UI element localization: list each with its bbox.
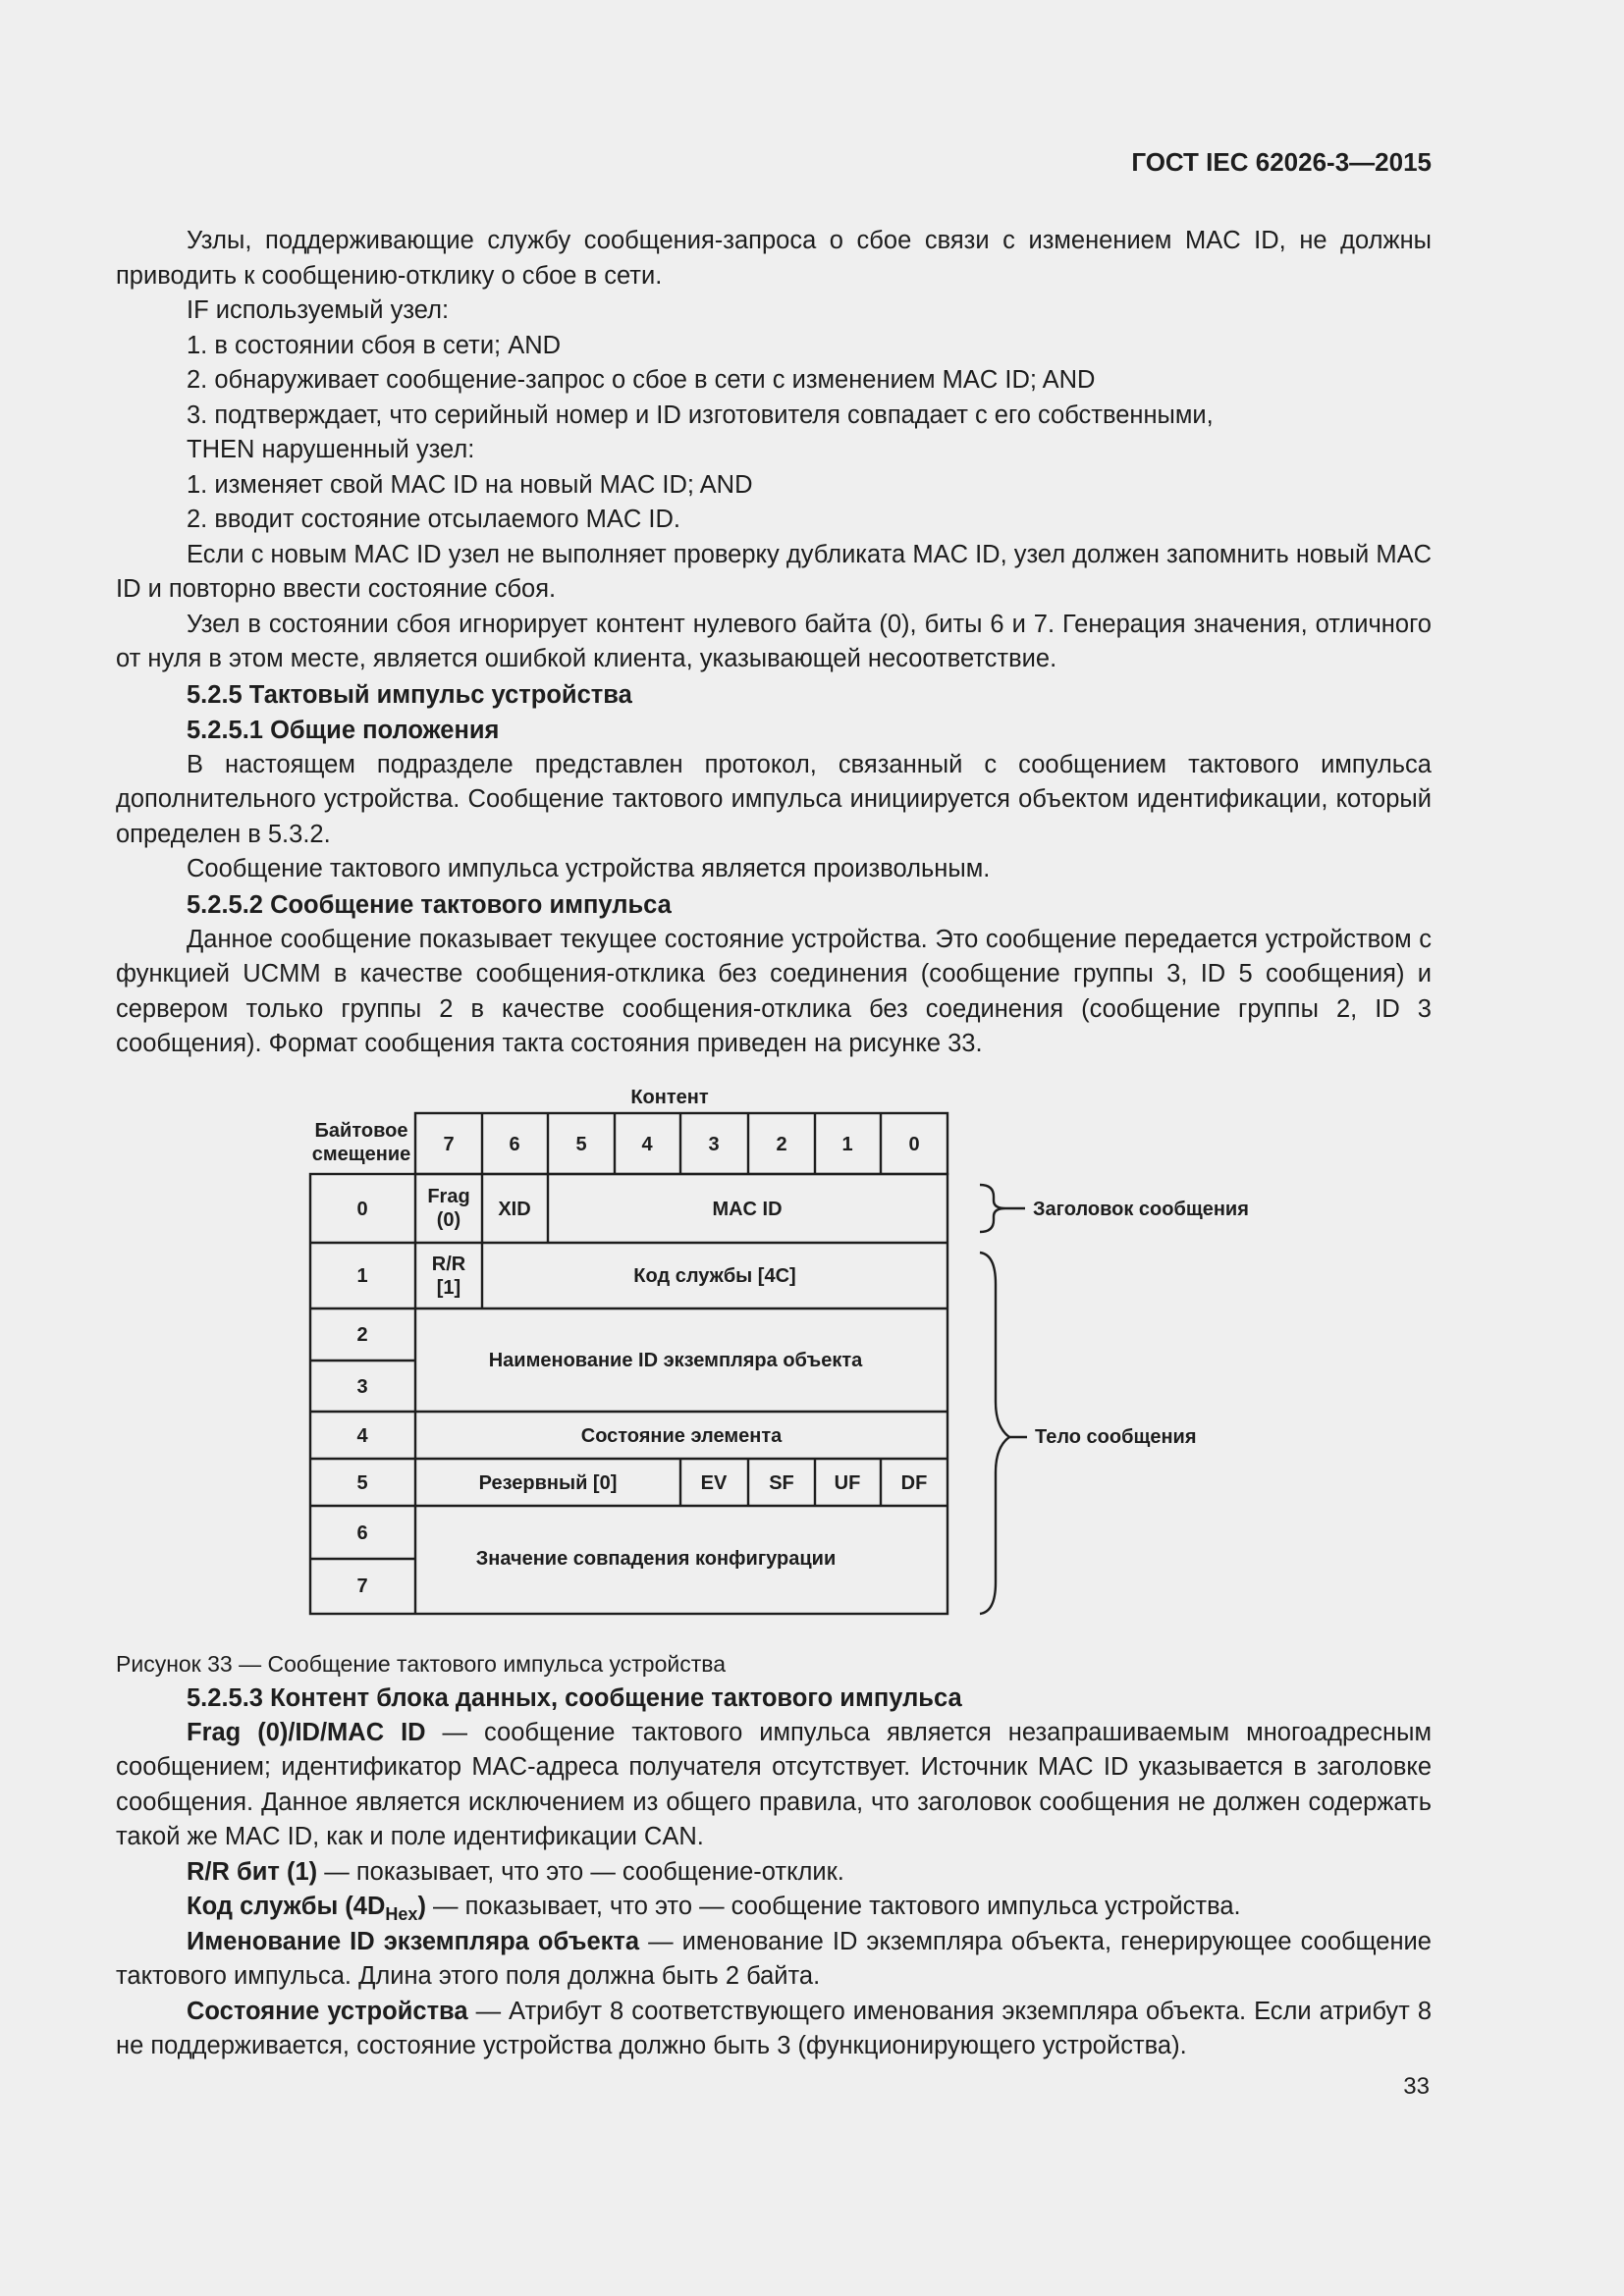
element-state-field: Состояние элемента <box>580 1424 783 1447</box>
reserved-field: Резервный [0] <box>478 1471 618 1494</box>
service-code-field: Код службы [4C] <box>633 1264 796 1287</box>
bit-label: 7 <box>443 1133 455 1155</box>
frag-field: Frag <box>427 1185 470 1207</box>
figure-33 <box>116 1088 1432 1647</box>
paragraph: IF используемый узел: <box>187 296 450 324</box>
byte-offset: 1 <box>356 1264 368 1287</box>
document-header: ГОСТ IEC 62026-3—2015 <box>1131 147 1432 177</box>
paragraph: Если с новым MAC ID узел не выполняет проверку дубликата MAC ID, узел должен запомнить новый MAC ID и повторно ввести состояние сбоя. <box>116 540 1432 603</box>
uf-flag: UF <box>834 1471 861 1494</box>
config-match-field: Значение совпадения конфигурации <box>475 1547 837 1570</box>
bit-label: 4 <box>641 1133 653 1155</box>
page-number: 33 <box>1403 2073 1430 2100</box>
bit-label: 6 <box>509 1133 520 1155</box>
header-brace <box>980 1185 1005 1232</box>
paragraph: Именование ID экземпляра объекта — именование ID экземпляра объекта, генерирующее сообщение тактового импульса. Длина этого поля должна быть 2 байта. <box>116 1927 1432 1990</box>
byte-offset: 4 <box>356 1424 368 1447</box>
body-brace-label: Тело сообщения <box>1035 1425 1197 1448</box>
paragraph: Код службы $(4D_{Hex})$ — показывает, что это — сообщение тактового импульса устройства. <box>187 1893 1241 1924</box>
ev-flag: EV <box>700 1471 728 1494</box>
document-body <box>116 224 1432 2064</box>
list-item: 2. обнаруживает сообщение-запрос о сбое в сети с изменением MAC ID; AND <box>187 366 1096 394</box>
section-heading: 5.2.5.2 Сообщение тактового импульса <box>187 890 672 919</box>
paragraph: Сообщение тактового импульса устройства является произвольным. <box>187 855 991 882</box>
paragraph: Данное сообщение показывает текущее состояние устройства. Это сообщение передается устройством с функцией UCMM в качестве сообщения-отклика без соединения (сообщение группы 3, ID 5 сообщения) и сервером только группы 2 в качестве сообщения-отклика без соединения (сообщение группы 2, ID 3 сообщения). Формат сообщения такта состояния приведен на рисунке 33. <box>116 925 1432 1057</box>
bit-label: 5 <box>575 1133 587 1155</box>
byte-offset: 6 <box>356 1522 368 1544</box>
offset-label: Байтовое <box>314 1119 408 1142</box>
header-brace-label: Заголовок сообщения <box>1033 1198 1249 1220</box>
paragraph: THEN нарушенный узел: <box>187 436 475 463</box>
list-item: 1. в состоянии сбоя в сети; AND <box>187 331 562 359</box>
list-item: 3. подтверждает, что серийный номер и ID изготовителя совпадает с его собственными, <box>187 400 1214 429</box>
offset-label: смещение <box>311 1143 411 1165</box>
section-heading: 5.2.5 Тактовый импульс устройства <box>187 680 632 709</box>
rr-field: [1] <box>436 1276 461 1299</box>
bit-label: 2 <box>776 1133 787 1155</box>
mac-id-field: MAC ID <box>712 1198 783 1220</box>
byte-offset: 5 <box>356 1471 368 1494</box>
message-format-diagram <box>116 1088 1432 1647</box>
list-item: 1. изменяет свой MAC ID на новый MAC ID; AND <box>187 470 753 499</box>
paragraph: R/R бит (1) — показывает, что это — сообщение-отклик. <box>187 1857 844 1886</box>
rr-field: R/R <box>431 1253 466 1275</box>
paragraph: Узел в состоянии сбоя игнорирует контент нулевого байта (0), биты 6 и 7. Генерация значения, отличного от нуля в этом месте, является ошибкой клиента, указывающей несоответствие. <box>116 610 1432 672</box>
sf-flag: SF <box>769 1471 794 1494</box>
paragraph: Узлы, поддерживающие службу сообщения-запроса о сбое связи с изменением MAC ID, не должны приводить к сообщению-отклику о сбое в сети. <box>116 227 1432 290</box>
instance-name-field: Наименование ID экземпляра объекта <box>488 1349 863 1371</box>
bit-label: 1 <box>841 1133 853 1155</box>
byte-offset: 2 <box>356 1323 368 1346</box>
content-label: Контент <box>630 1087 709 1108</box>
section-heading: 5.2.5.1 Общие положения <box>187 716 500 744</box>
figure-caption: Рисунок 33 — Сообщение тактового импульса устройства <box>116 1650 727 1677</box>
byte-offset: 3 <box>356 1375 368 1398</box>
paragraph: В настоящем подразделе представлен протокол, связанный с сообщением тактового импульса дополнительного устройства. Сообщение тактового импульса инициируется объектом идентификации, который определен в 5.3.2. <box>116 750 1432 848</box>
paragraph: Frag (0)/ID/MAC ID — сообщение тактового импульса является незапрашиваемым многоадресным сообщением; идентификатор MAC-адреса получателя отсутствует. Источник MAC ID указывается в заголовке сообщения. Данное является исключением из общего правила, что заголовок сообщения не должен содержать такой же MAC ID, как и поле идентификации CAN. <box>116 1718 1432 1850</box>
bit-label: 3 <box>708 1133 720 1155</box>
byte-offset: 7 <box>356 1575 368 1597</box>
list-item: 2. вводит состояние отсылаемого MAC ID. <box>187 506 681 533</box>
paragraph: Состояние устройства — Атрибут 8 соответствующего именования экземпляра объекта. Если атрибут 8 не поддерживается, состояние устройства должно быть 3 (функционирующего устройства). <box>116 1997 1432 2059</box>
body-brace <box>980 1253 1009 1614</box>
df-flag: DF <box>900 1471 928 1494</box>
section-heading: 5.2.5.3 Контент блока данных, сообщение тактового импульса <box>187 1683 962 1712</box>
byte-offset: 0 <box>356 1198 368 1220</box>
bit-label: 0 <box>908 1133 920 1155</box>
frag-field: (0) <box>436 1208 461 1231</box>
xid-field: XID <box>498 1198 531 1220</box>
